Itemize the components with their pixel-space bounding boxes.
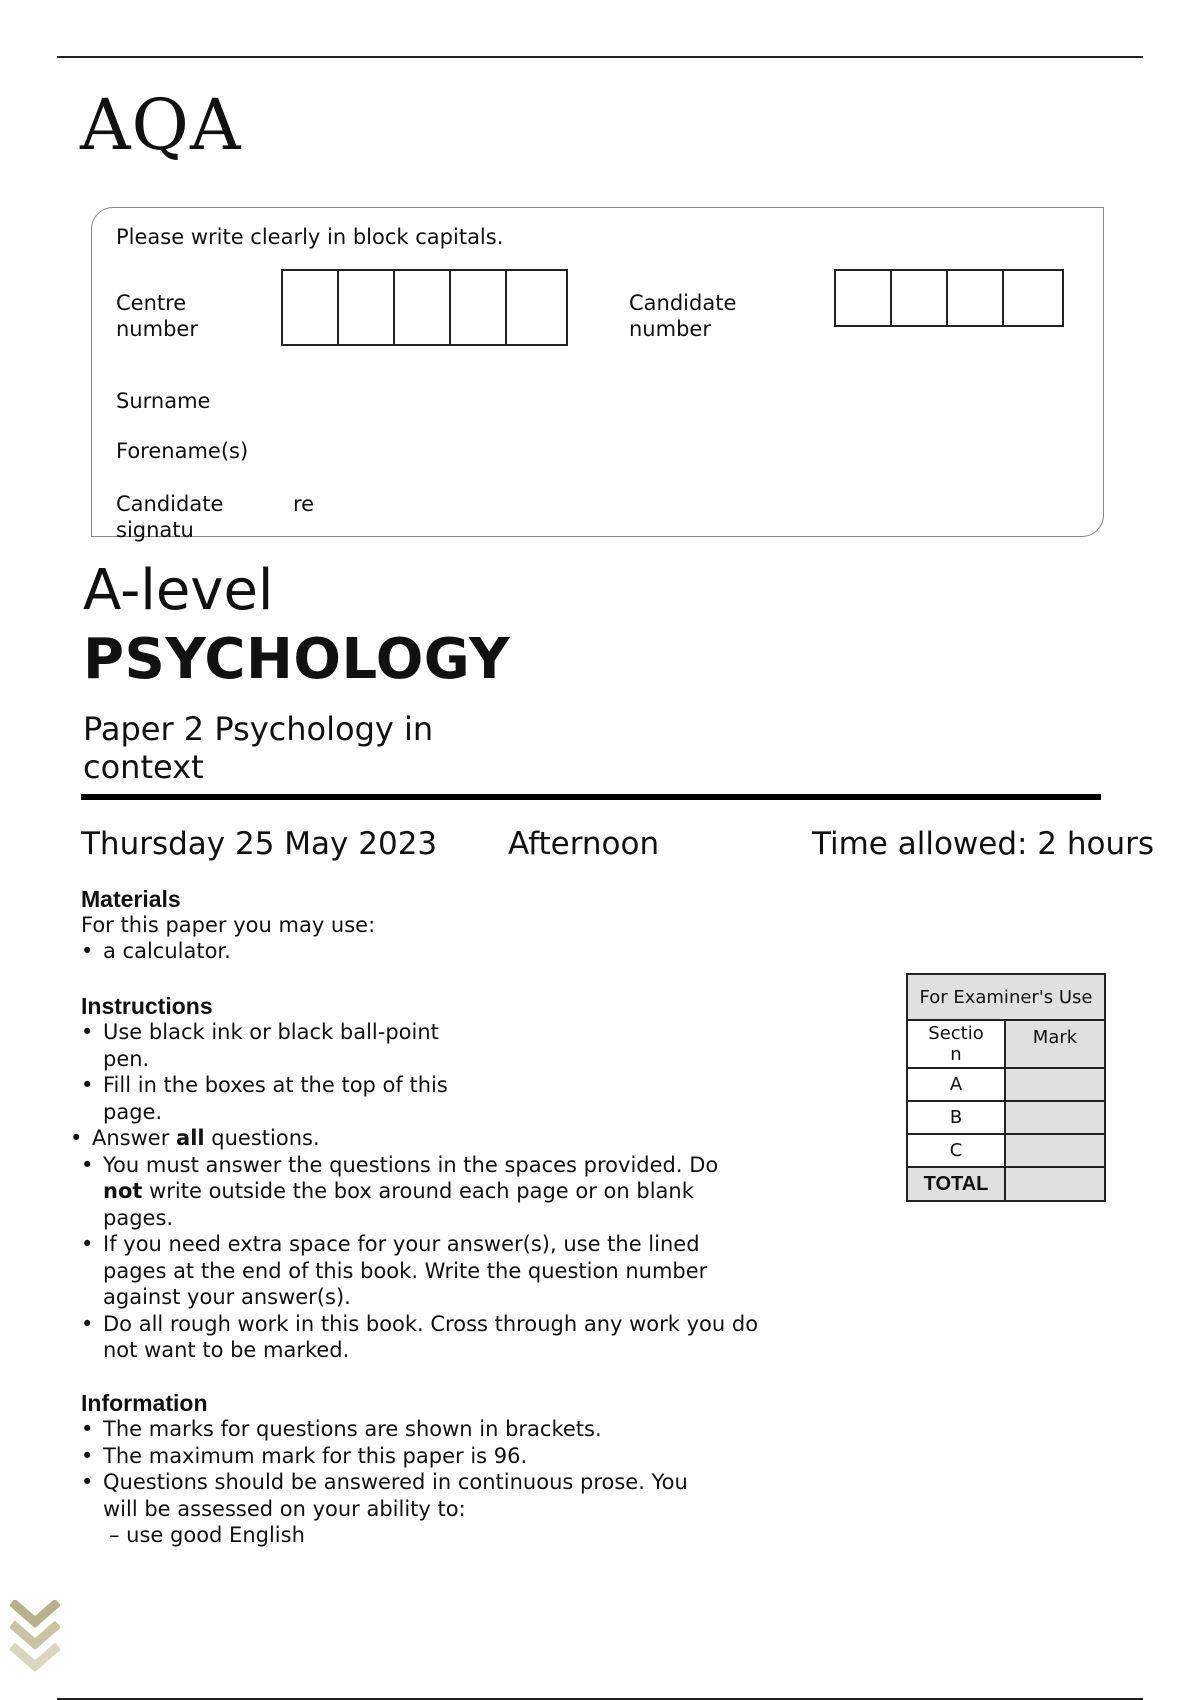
- list-item: • If you need extra space for your answer(s), use the lined pages at the end of this book. Write the question number against your answer(s).: [81, 1231, 841, 1311]
- instructions-section: [81, 993, 841, 1364]
- candidate-digit-box[interactable]: [1004, 271, 1062, 325]
- title-divider: [81, 794, 1101, 800]
- candidate-digit-box[interactable]: [948, 271, 1004, 325]
- qualification-level: A-level: [83, 558, 274, 623]
- section-a-mark: [1005, 1068, 1105, 1101]
- centre-digit-box[interactable]: [283, 271, 339, 344]
- exam-session: Afternoon: [508, 826, 660, 862]
- list-item: • You must answer the questions in the spaces provided. Do not write outside the box around each page or on blank pages.: [81, 1152, 841, 1232]
- materials-heading: Materials: [81, 886, 181, 912]
- list-item: • The marks for questions are shown in brackets.: [81, 1416, 841, 1443]
- instructions-heading: Instructions: [81, 993, 213, 1019]
- information-heading: Information: [81, 1390, 208, 1416]
- forenames-label: Forename(s): [116, 439, 249, 463]
- examiners-use-header: For Examiner's Use: [907, 974, 1105, 1020]
- centre-digit-box[interactable]: [507, 271, 566, 344]
- block-capitals-instruction: Please write clearly in block capitals.: [116, 225, 504, 249]
- section-c-cell: C: [907, 1134, 1005, 1167]
- section-a-cell: A: [907, 1068, 1005, 1101]
- section-b-mark: [1005, 1101, 1105, 1134]
- paper-title: Paper 2 Psychology in context: [83, 710, 434, 786]
- candidate-details-box: [91, 207, 1104, 537]
- centre-digit-box[interactable]: [451, 271, 507, 344]
- candidate-signature-label-end: re: [293, 492, 315, 516]
- section-c-mark: [1005, 1134, 1105, 1167]
- mark-column-header: Mark: [1005, 1020, 1105, 1068]
- list-item: • Answer all questions.: [70, 1125, 841, 1152]
- total-label: TOTAL: [907, 1167, 1005, 1201]
- surname-label: Surname: [116, 389, 211, 413]
- examiners-use-table: [906, 973, 1106, 1202]
- centre-digit-box[interactable]: [339, 271, 395, 344]
- subject-title: PSYCHOLOGY: [83, 627, 511, 692]
- candidate-number-boxes[interactable]: [834, 269, 1064, 327]
- aqa-logo: AQA: [80, 84, 242, 166]
- list-item: • Fill in the boxes at the top of this page.: [81, 1072, 841, 1125]
- time-allowed: Time allowed: 2 hours: [812, 826, 1155, 862]
- list-item: • Do all rough work in this book. Cross through any work you do not want to be marked.: [81, 1311, 841, 1364]
- candidate-signature-label: Candidate signatu: [116, 492, 224, 542]
- section-column-header: Sectio n: [907, 1020, 1005, 1068]
- list-item: • Use black ink or black ball-point pen.: [81, 1019, 841, 1072]
- materials-section: [81, 886, 801, 965]
- candidate-digit-box[interactable]: [836, 271, 892, 325]
- section-b-cell: B: [907, 1101, 1005, 1134]
- candidate-digit-box[interactable]: [892, 271, 948, 325]
- candidate-number-label: Candidate number: [629, 291, 737, 341]
- list-item: • The maximum mark for this paper is 96.: [81, 1443, 841, 1470]
- list-item: • Questions should be answered in continuous prose. You will be assessed on your ability to: – use good English: [81, 1469, 841, 1549]
- top-rule: [57, 56, 1143, 58]
- chevron-down-icon: [10, 1600, 60, 1672]
- centre-number-label: Centre number: [116, 291, 198, 341]
- materials-intro: For this paper you may use:: [81, 913, 376, 937]
- centre-number-boxes[interactable]: [281, 269, 568, 346]
- list-item: • a calculator.: [81, 938, 801, 965]
- total-mark: [1005, 1167, 1105, 1201]
- exam-date: Thursday 25 May 2023: [81, 826, 438, 862]
- centre-digit-box[interactable]: [395, 271, 451, 344]
- information-section: [81, 1390, 841, 1549]
